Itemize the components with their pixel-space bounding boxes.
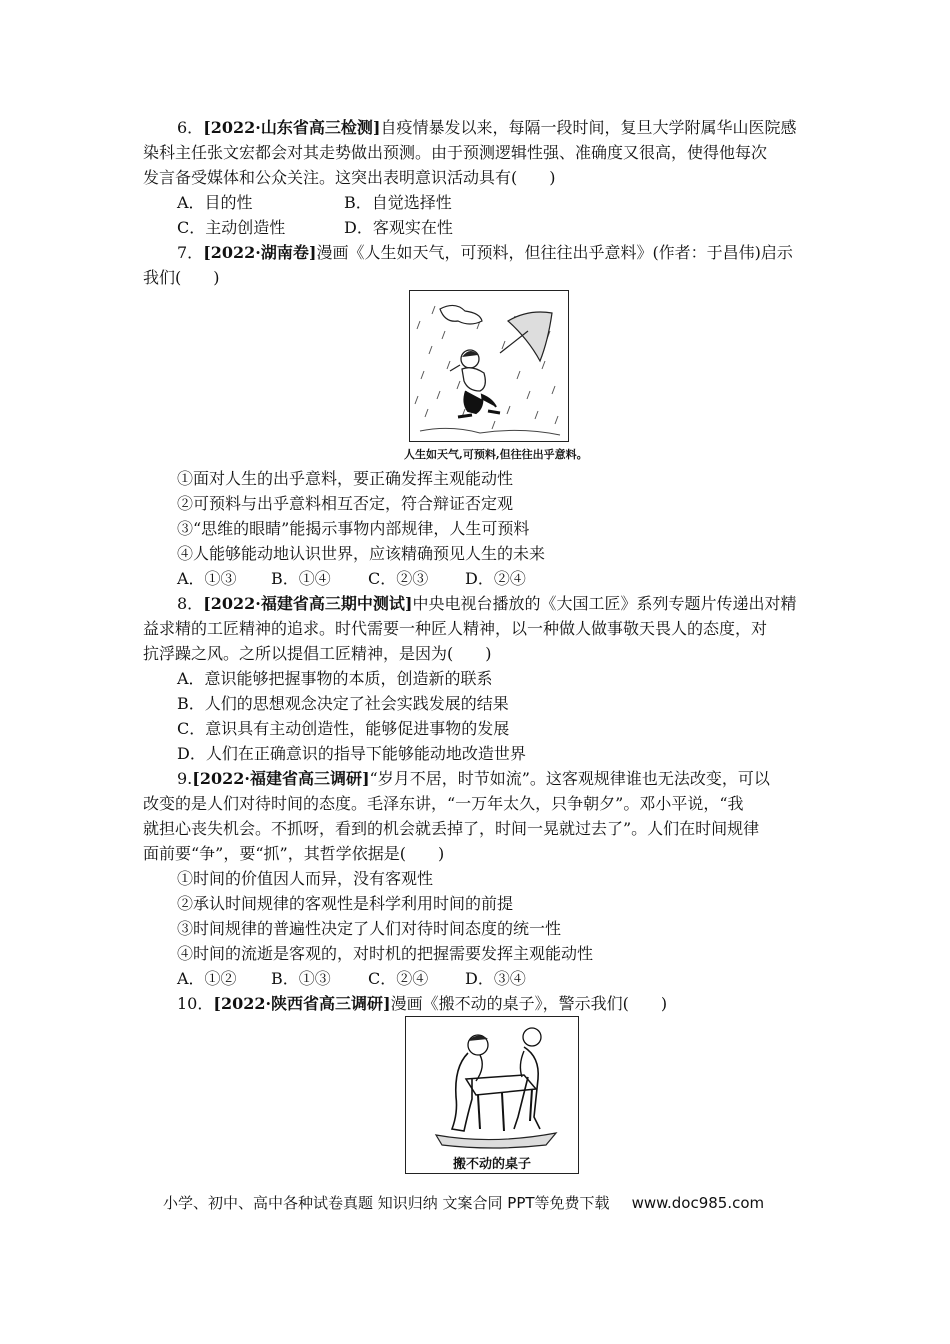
rain-cartoon-illustration — [410, 291, 568, 441]
q9-source: [2022·福建省高三调研] — [192, 769, 370, 788]
q6-source: [2022·山东省高三检测] — [203, 118, 381, 137]
q10-cartoon-image — [405, 1016, 579, 1174]
q7-statement-2: ②可预料与出乎意料相互否定，符合辩证否定观 — [177, 494, 514, 513]
q6-line3: 发言备受媒体和公众关注。这突出表明意识活动具有( ) — [143, 168, 556, 187]
q6-line1: 6．[2022·山东省高三检测]自疫情暴发以来，每隔一段时间，复旦大学附属华山医院感 — [177, 118, 797, 137]
q8-option-d: D．人们在正确意识的指导下能够能动地改造世界 — [177, 744, 526, 763]
q9-line1: 9.[2022·福建省高三调研]“岁月不居，时节如流”。这客观规律谁也无法改变，可以 — [177, 769, 770, 788]
q9-option-d: D．③④ — [465, 969, 526, 988]
q9-line3: 就担心丧失机会。不抓呀，看到的机会就丢掉了，时间一晃就过去了”。人们在时间规律 — [143, 819, 760, 838]
q9-line2: 改变的是人们对待时间的态度。毛泽东讲，“一万年太久，只争朝夕”。邓小平说，“我 — [143, 794, 744, 813]
q8-line3: 抗浮躁之风。之所以提倡工匠精神，是因为( ) — [143, 644, 492, 663]
q7-line2: 我们( ) — [143, 268, 220, 287]
q8-option-a: A．意识能够把握事物的本质，创造新的联系 — [177, 669, 493, 688]
q9-line4: 面前要“争”，要“抓”，其哲学依据是( ) — [143, 844, 445, 863]
q6-option-b: B．自觉选择性 — [344, 193, 452, 212]
q7-number: 7． — [177, 243, 204, 262]
q10-number: 10． — [177, 994, 214, 1013]
q7-option-b: B．①④ — [271, 569, 331, 588]
q6-option-a: A．目的性 — [177, 193, 253, 212]
q7-source: [2022·湖南卷] — [203, 243, 317, 262]
q9-option-a: A．①② — [177, 969, 237, 988]
q7-cartoon-image — [409, 290, 569, 442]
q8-option-b: B．人们的思想观念决定了社会实践发展的结果 — [177, 694, 509, 713]
q9-statement-1: ①时间的价值因人而异，没有客观性 — [177, 869, 434, 888]
q8-line1: 8．[2022·福建省高三期中测试]中央电视台播放的《大国工匠》系列专题片传递出对精 — [177, 594, 797, 613]
footer-link[interactable]: www.doc985.com — [631, 1194, 765, 1212]
q6-line2: 染科主任张文宏都会对其走势做出预测。由于预测逻辑性强、准确度又很高，使得他每次 — [143, 143, 768, 162]
q7-line1: 7．[2022·湖南卷]漫画《人生如天气，可预料，但往往出乎意料》(作者：于昌伟)启示 — [177, 243, 793, 262]
q8-source: [2022·福建省高三期中测试] — [203, 594, 413, 613]
q6-number: 6． — [177, 118, 204, 137]
q9-statement-4: ④时间的流逝是客观的，对时机的把握需要发挥主观能动性 — [177, 944, 594, 963]
q8-number: 8． — [177, 594, 204, 613]
q9-option-b: B．①③ — [271, 969, 331, 988]
q10-cartoon-caption: 搬不动的桌子 — [452, 1157, 531, 1172]
q7-option-a: A．①③ — [177, 569, 237, 588]
q9-option-c: C．②④ — [368, 969, 429, 988]
page-footer — [163, 1192, 764, 1213]
q9-statement-2: ②承认时间规律的客观性是科学利用时间的前提 — [177, 894, 514, 913]
q7-statement-3: ③“思维的眼睛”能揭示事物内部规律，人生可预料 — [177, 519, 530, 538]
q9-statement-3: ③时间规律的普遍性决定了人们对待时间态度的统一性 — [177, 919, 562, 938]
table-cartoon-illustration — [406, 1017, 578, 1151]
q8-option-c: C．意识具有主动创造性，能够促进事物的发展 — [177, 719, 510, 738]
q6-option-d: D．客观实在性 — [344, 218, 453, 237]
q10-line1: 10．[2022·陕西省高三调研]漫画《搬不动的桌子》，警示我们( ) — [177, 994, 668, 1013]
q7-cartoon-caption: 人生如天气,可预料,但往往出乎意料。 — [404, 448, 588, 461]
footer-text: 小学、初中、高中各种试卷真题 知识归纳 文案合同 PPT等免费下载 — [163, 1194, 610, 1212]
q10-source: [2022·陕西省高三调研] — [213, 994, 391, 1013]
q9-number: 9. — [177, 769, 193, 788]
q7-statement-1: ①面对人生的出乎意料，要正确发挥主观能动性 — [177, 469, 514, 488]
q8-line2: 益求精的工匠精神的追求。时代需要一种匠人精神，以一种做人做事敬天畏人的态度，对 — [143, 619, 768, 638]
q7-statement-4: ④人能够能动地认识世界，应该精确预见人生的未来 — [177, 544, 546, 563]
q7-option-d: D．②④ — [465, 569, 526, 588]
q6-option-c: C．主动创造性 — [177, 218, 286, 237]
q7-option-c: C．②③ — [368, 569, 429, 588]
